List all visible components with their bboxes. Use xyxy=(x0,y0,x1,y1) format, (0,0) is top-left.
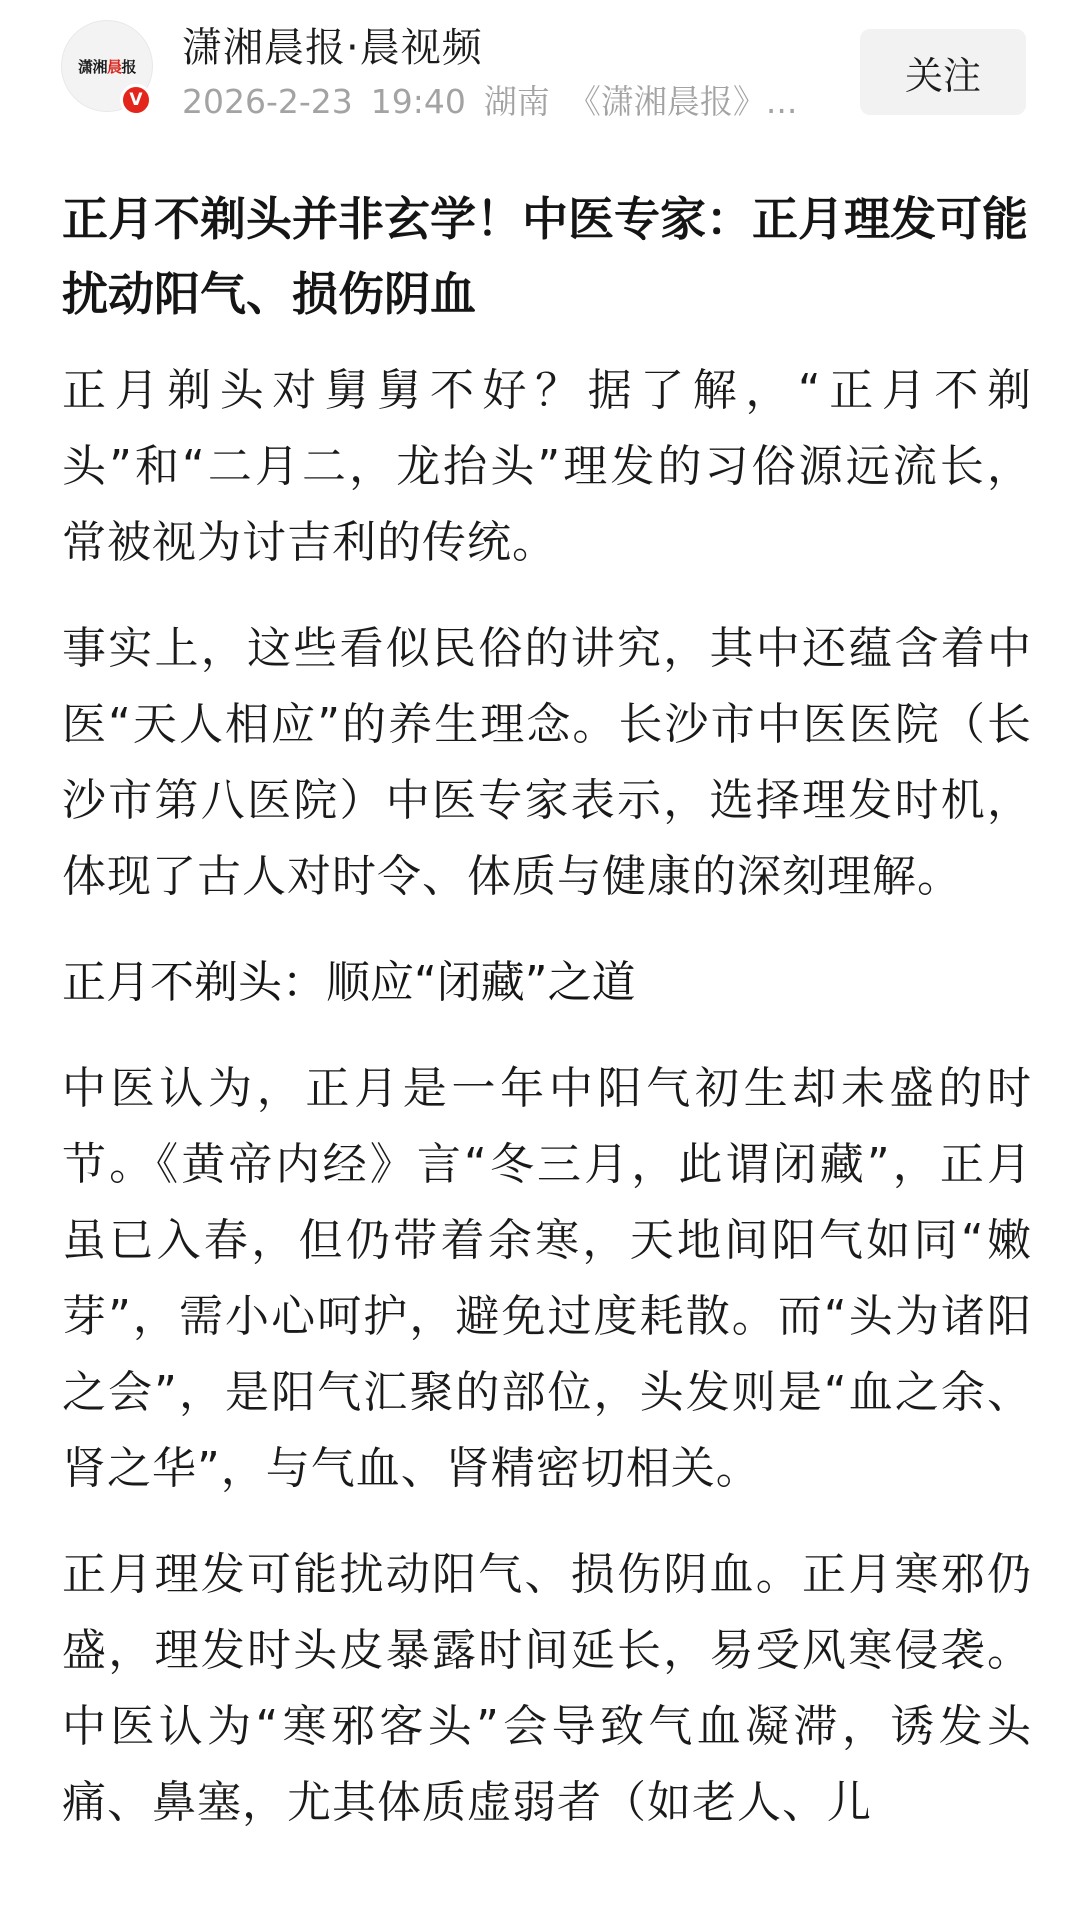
article-paragraph: 事实上，这些看似民俗的讲究，其中还蕴含着中医“天人相应”的养生理念。长沙市中医医院（长沙市第八医院）中医专家表示，选择理发时机，体现了古人对时令、体质与健康的深刻理解。 xyxy=(62,623,1032,902)
article-header xyxy=(0,0,1084,150)
post-time: 19:40 xyxy=(370,82,466,121)
article-paragraph: 正月理发可能扰动阳气、损伤阴血。正月寒邪仍盛，理发时头皮暴露时间延长，易受风寒侵袭。中医认为“寒邪客头”会导致气血凝滞，诱发头痛、鼻塞，尤其体质虚弱者（如老人、儿 xyxy=(62,1549,1032,1828)
account-name[interactable]: 潇湘晨报·晨视频 xyxy=(182,25,483,71)
post-date: 2026-2-23 xyxy=(182,82,353,121)
post-meta xyxy=(182,76,832,123)
article-body xyxy=(62,182,1032,1841)
post-source: 《潇湘晨报》... xyxy=(567,82,798,121)
article-title: 正月不剃头并非玄学！中医专家：正月理发可能扰动阳气、损伤阴血 xyxy=(62,192,1028,321)
logo-text-red: 晨 xyxy=(106,57,122,76)
article-paragraph: 正月剃头对舅舅不好？据了解，“正月不剃头”和“二月二，龙抬头”理发的习俗源远流长，常被视为讨吉利的传统。 xyxy=(62,365,1032,568)
post-location: 湖南 xyxy=(483,82,550,121)
article-paragraph: 中医认为，正月是一年中阳气初生却未盛的时节。《黄帝内经》言“冬三月，此谓闭藏”，正月虽已入春，但仍带着余寒，天地间阳气如同“嫩芽”，需小心呵护，避免过度耗散。而“头为诸阳之会”，是阳气汇聚的部位，头发则是“血之余、肾之华”，与气血、肾精密切相关。 xyxy=(62,1063,1032,1494)
section-heading: 正月不剃头：顺应“闭藏”之道 xyxy=(62,957,636,1008)
verified-icon: V xyxy=(120,84,152,116)
logo-text: 潇湘 xyxy=(77,57,107,76)
newspaper-logo xyxy=(78,56,136,77)
follow-button[interactable]: 关注 xyxy=(860,29,1026,115)
logo-text: 报 xyxy=(121,57,137,76)
